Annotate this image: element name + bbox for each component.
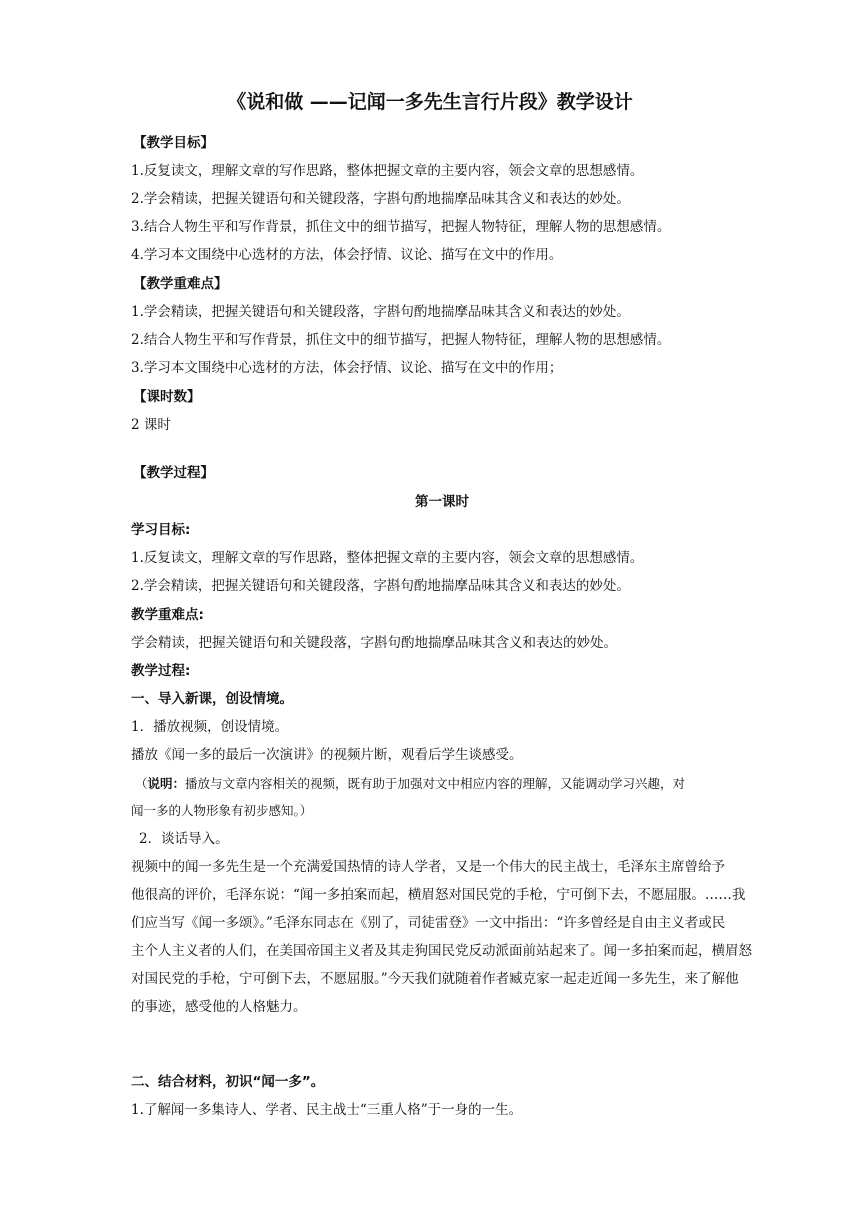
key-points-heading: 【教学重难点】 [133, 276, 228, 292]
key-point-item: 1.学会精读，把握关键语句和关键段落，字斟句酌地揣摩品味其含义和表达的妙处。 [131, 304, 630, 320]
section-one-step-two: 2．谈话导入。 [139, 831, 229, 847]
section-one-step-one-text: 播放《闻一多的最后一次演讲》的视频片断，观看后学生谈感受。 [131, 747, 523, 763]
process-label: 教学过程: [131, 663, 191, 679]
class-hours-value: 2 课时 [131, 417, 171, 433]
intro-paragraph-line: 视频中的闻一多先生是一个充满爱国热情的诗人学者，又是一个伟大的民主战士，毛泽东主席曾给予 [131, 859, 725, 875]
objective-item: 3.结合人物生平和写作背景，抓住文中的细节描写，把握人物特征，理解人物的思想感情。 [131, 219, 671, 235]
section-two-step-one: 1.了解闻一多集诗人、学者、民主战士“三重人格”于一身的一生。 [131, 1102, 523, 1118]
document-title: 《说和做 ——记闻一多先生言行片段》教学设计 [227, 91, 633, 113]
study-goal-item: 2.学会精读，把握关键语句和关键段落，字斟句酌地揣摩品味其含义和表达的妙处。 [131, 578, 630, 594]
section-one-step-one: 1．播放视频，创设情境。 [131, 719, 289, 735]
study-goal-item: 1.反复读文，理解文章的写作思路，整体把握文章的主要内容，领会文章的思想感情。 [131, 550, 644, 566]
study-goals-label: 学习目标: [131, 522, 191, 538]
objective-item: 4.学习本文围绕中心选材的方法，体会抒情、议论、描写在文中的作用。 [131, 247, 563, 263]
process-heading: 【教学过程】 [133, 465, 214, 481]
key-label: 教学重难点: [131, 607, 204, 623]
class-hours-heading: 【课时数】 [133, 389, 201, 405]
section-two-heading: 二、结合材料，初识“闻一多”。 [131, 1074, 325, 1090]
key-point-item: 3.学习本文围绕中心选材的方法，体会抒情、议论、描写在文中的作用； [131, 360, 563, 376]
note-open-paren: （ [135, 776, 148, 791]
objectives-heading: 【教学目标】 [133, 135, 214, 151]
objective-item: 2.学会精读，把握关键语句和关键段落，字斟句酌地揣摩品味其含义和表达的妙处。 [131, 191, 630, 207]
note-label: 说明： [147, 776, 186, 791]
key-point-item: 2.结合人物生平和写作背景，抓住文中的细节描写，把握人物特征，理解人物的思想感情。 [131, 332, 671, 348]
note-line-two: 闻一多的人物形象有初步感知。） [131, 803, 313, 818]
note-text-one: 播放与文章内容相关的视频，既有助于加强对文中相应内容的理解，又能调动学习兴趣，对 [185, 776, 686, 791]
intro-paragraph-line: 主个人主义者的人们，在美国帝国主义者及其走狗国民党反动派面前站起来了。闻一多拍案而起，横眉怒 [131, 943, 752, 959]
intro-paragraph-line: 对国民党的手枪，宁可倒下去，不愿屈服。”今天我们就随着作者臧克家一起走近闻一多先生，来了解他 [131, 971, 739, 987]
intro-paragraph-line: 们应当写《闻一多颂》。”毛泽东同志在《别了，司徒雷登》一文中指出：“许多曾经是自由主义者或民 [131, 915, 726, 931]
note-line-one [135, 775, 685, 793]
intro-paragraph-line: 他很高的评价，毛泽东说：“闻一多拍案而起，横眉怒对国民党的手枪，宁可倒下去，不愿屈服。……我 [131, 887, 746, 903]
intro-paragraph-line: 的事迹，感受他的人格魅力。 [131, 999, 307, 1015]
lesson-title: 第一课时 [415, 494, 469, 510]
section-one-heading: 一、导入新课，创设情境。 [131, 691, 293, 707]
objective-item: 1.反复读文，理解文章的写作思路，整体把握文章的主要内容，领会文章的思想感情。 [131, 163, 644, 179]
key-text: 学会精读，把握关键语句和关键段落，字斟句酌地揣摩品味其含义和表达的妙处。 [131, 635, 617, 651]
